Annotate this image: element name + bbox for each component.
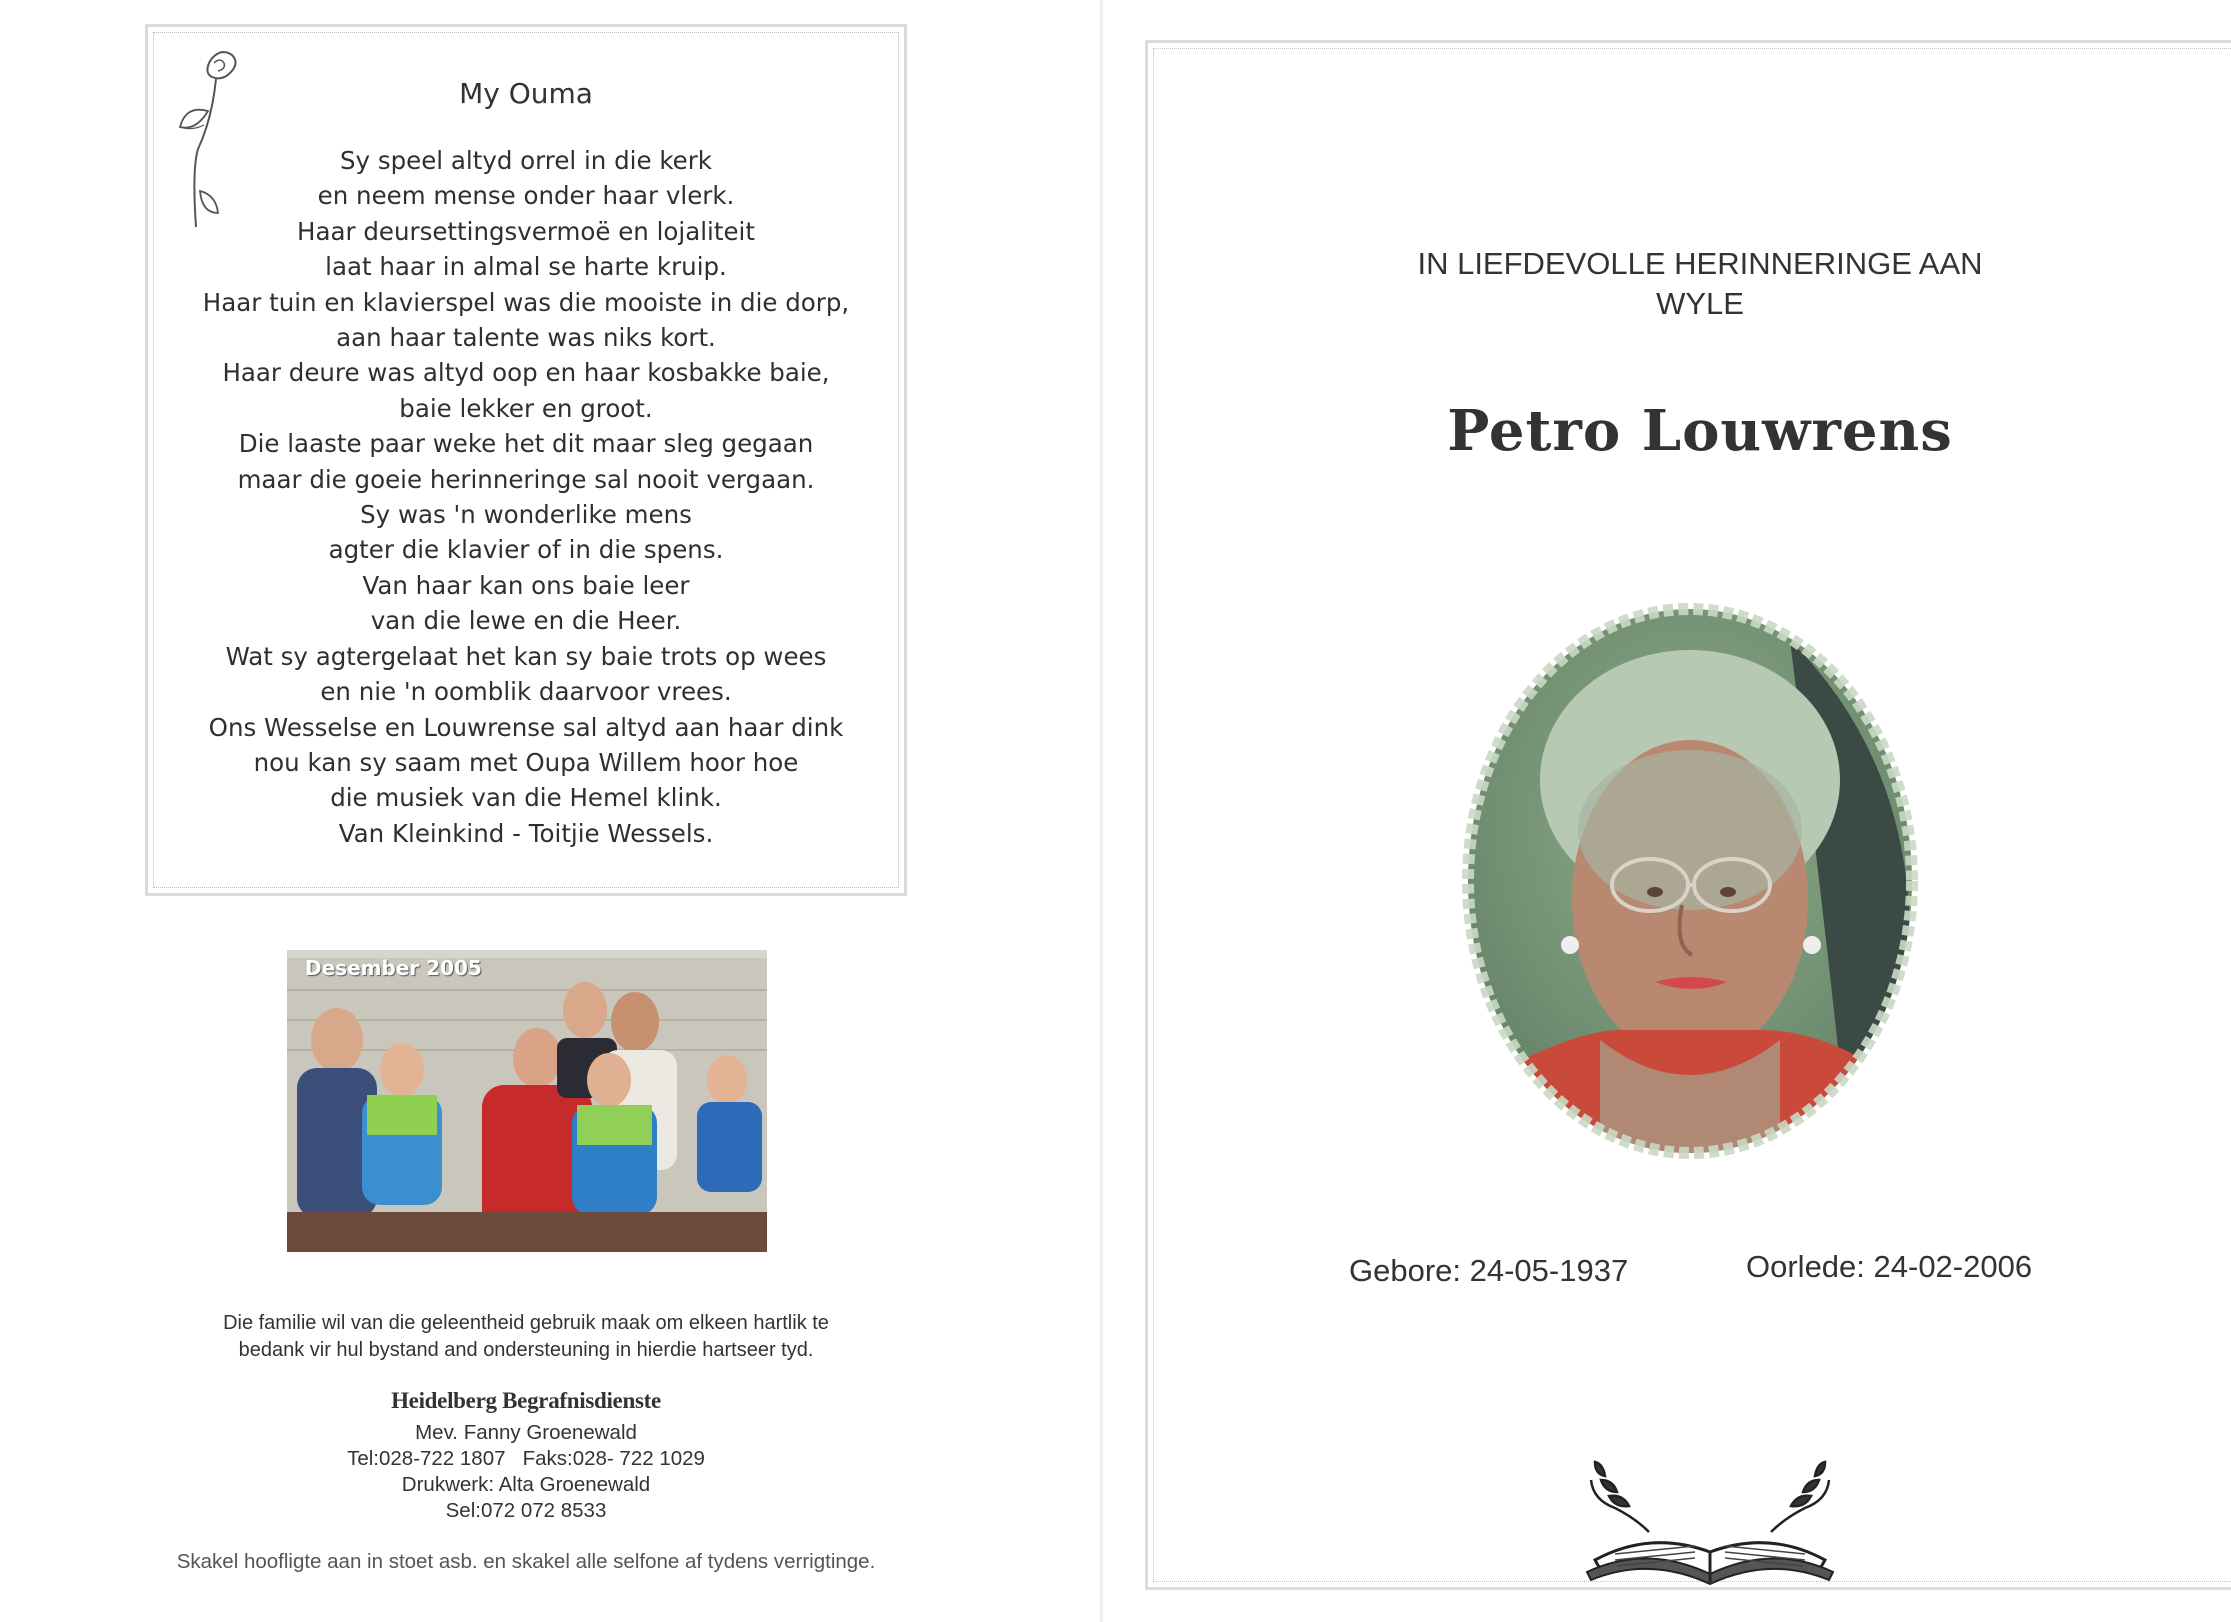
contact-person: Mev. Fanny Groenewald [415, 1421, 637, 1444]
poem-line: Ons Wesselse en Louwrense sal altyd aan haar dink [208, 712, 844, 742]
thanks-text [150, 1310, 902, 1364]
poem-line: Haar tuin en klavierspel was die mooiste in die dorp, [202, 287, 850, 317]
photo-caption: Desember 2005 [305, 956, 482, 980]
printing-credit: Drukwerk: Alta Groenewald [401, 1473, 651, 1496]
poem-line: Haar deure was altyd oop en haar kosbakke baie, [222, 358, 830, 388]
open-bible-icon [1575, 1450, 1845, 1600]
poem-line: agter die klavier of in die spens. [328, 535, 724, 565]
family-photo-illustration [287, 950, 767, 1252]
family-photo [287, 950, 767, 1252]
deceased-name: Petro Louwrens [1447, 398, 1953, 464]
memorial-heading-line: WYLE [1656, 286, 1744, 321]
thanks-line: bedank vir hul bystand and ondersteuning in hierdie hartseer tyd. [238, 1339, 814, 1361]
thanks-line: Die familie wil van die geleentheid gebruik maak om elkeen hartlik te [223, 1312, 829, 1334]
birth-date: Gebore: 24-05-1937 [1349, 1253, 1629, 1288]
procession-notice: Skakel hoofligte aan in stoet asb. en skakel alle selfone af tydens verrigtinge. [176, 1550, 876, 1573]
poem-line: Die laaste paar weke het dit maar sleg gegaan [238, 429, 814, 459]
poem-line: maar die goeie herinneringe sal nooit vergaan. [237, 464, 815, 494]
contact-phones: Tel:028-722 1807 Faks:028- 722 1029 [347, 1447, 705, 1470]
death-date: Oorlede: 24-02-2006 [1746, 1249, 2033, 1284]
poem-line: en nie 'n oomblik daarvoor vrees. [320, 677, 732, 707]
memorial-heading-line: IN LIEFDEVOLLE HERINNERINGE AAN [1417, 246, 1983, 281]
poem-line: Sy was 'n wonderlike mens [360, 500, 692, 530]
page-fold [1100, 0, 1103, 1622]
poem-line: van die lewe en die Heer. [370, 606, 682, 636]
poem-line: Wat sy agtergelaat het kan sy baie trots op wees [225, 641, 827, 671]
poem-line: baie lekker en groot. [399, 393, 653, 423]
poem-text [148, 143, 904, 851]
memorial-heading [1300, 244, 2100, 324]
poem-title: My Ouma [459, 77, 593, 110]
poem-line: Van Kleinkind - Toitjie Wessels. [338, 818, 714, 848]
poem-line: laat haar in almal se harte kruip. [325, 252, 727, 282]
poem-line: Sy speel altyd orrel in die kerk [340, 146, 712, 175]
funeral-home-name: Heidelberg Begrafnisdienste [391, 1388, 661, 1413]
contact-cell: Sel:072 072 8533 [445, 1499, 607, 1522]
poem-line: nou kan sy saam met Oupa Willem hoor hoe [253, 747, 799, 777]
portrait-photo [1460, 600, 1920, 1162]
poem-box [145, 24, 907, 896]
poem-line: en neem mense onder haar vlerk. [317, 181, 735, 211]
poem-line: Van haar kan ons baie leer [362, 570, 690, 600]
poem-line: die musiek van die Hemel klink. [330, 783, 722, 813]
funeral-contact-block [150, 1420, 902, 1524]
poem-line: aan haar talente was niks kort. [336, 323, 716, 353]
poem-line: Haar deursettingsvermoë en lojaliteit [297, 216, 755, 246]
